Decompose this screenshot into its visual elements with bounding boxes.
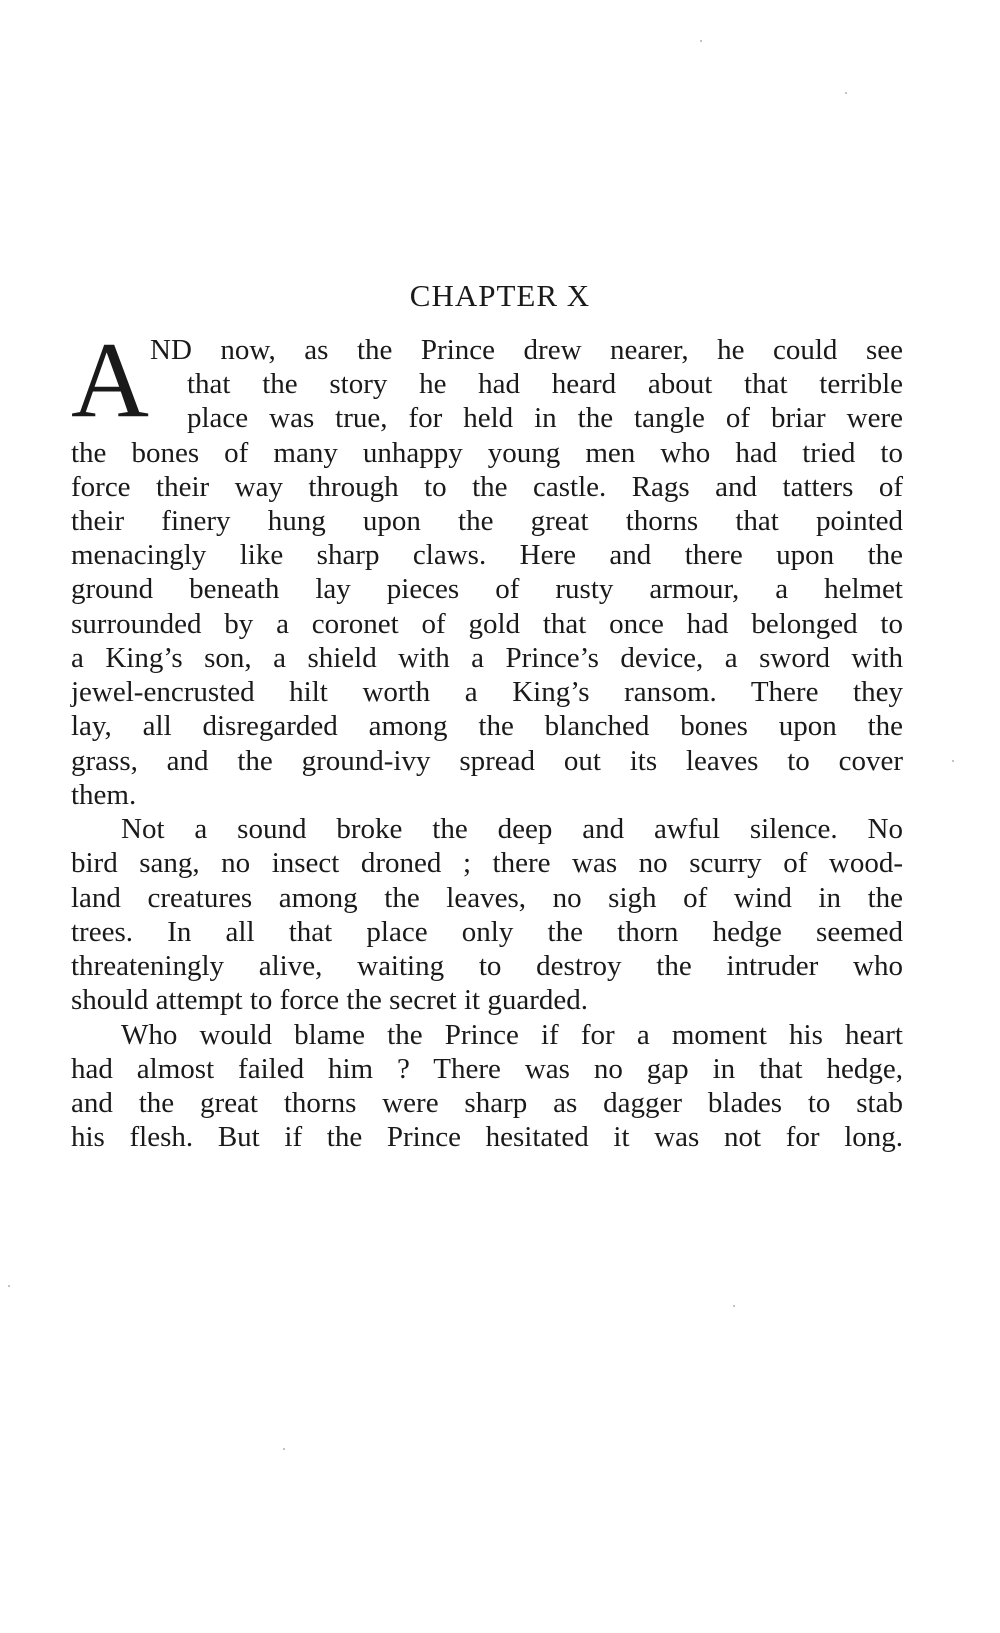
text-line: ND now, as the Prince drew nearer, he could see [150,334,903,366]
text-line: his flesh. But if the Prince hesitated it was not for long. [71,1121,903,1153]
text-line: them. [71,779,137,811]
text-line: Who would blame the Prince if for a moment his heart [121,1019,903,1051]
paper-speck [700,40,702,42]
text-line: had almost failed him ? There was no gap in that hedge, [71,1053,903,1085]
text-line: lay, all disregarded among the blanched bones upon the [71,710,903,742]
text-line: a King’s son, a shield with a Prince’s device, a sword with [71,642,903,674]
paper-speck [845,92,847,94]
text-line: and the great thorns were sharp as dagger blades to stab [71,1087,903,1119]
text-line: the bones of many unhappy young men who had tried to [71,437,903,469]
text-line: grass, and the ground-ivy spread out its leaves to cover [71,745,903,777]
text-line: jewel-encrusted hilt worth a King’s ransom. There they [71,676,903,708]
paper-speck [952,760,954,762]
text-line: threateningly alive, waiting to destroy the intruder who [71,950,903,982]
text-line: trees. In all that place only the thorn hedge seemed [71,916,903,948]
text-line: menacingly like sharp claws. Here and there upon the [71,539,903,571]
text-line: surrounded by a coronet of gold that once had belonged to [71,608,903,640]
text-line: land creatures among the leaves, no sigh of wind in the [71,882,903,914]
text-line: place was true, for held in the tangle of briar were [187,402,903,434]
text-line: ground beneath lay pieces of rusty armour, a helmet [71,573,903,605]
chapter-title: CHAPTER X [409,278,591,313]
text-line: that the story he had heard about that terrible [187,368,903,400]
text-line: should attempt to force the secret it guarded. [71,984,588,1016]
paper-speck [283,1448,285,1450]
paper-speck [8,1285,10,1287]
text-line: their finery hung upon the great thorns that pointed [71,505,903,537]
text-line: bird sang, no insect droned ; there was no scurry of wood- [71,847,903,879]
text-line: force their way through to the castle. Rags and tatters of [71,471,903,503]
drop-cap: A [71,321,149,440]
text-line: Not a sound broke the deep and awful silence. No [121,813,903,845]
paper-speck [733,1305,735,1307]
